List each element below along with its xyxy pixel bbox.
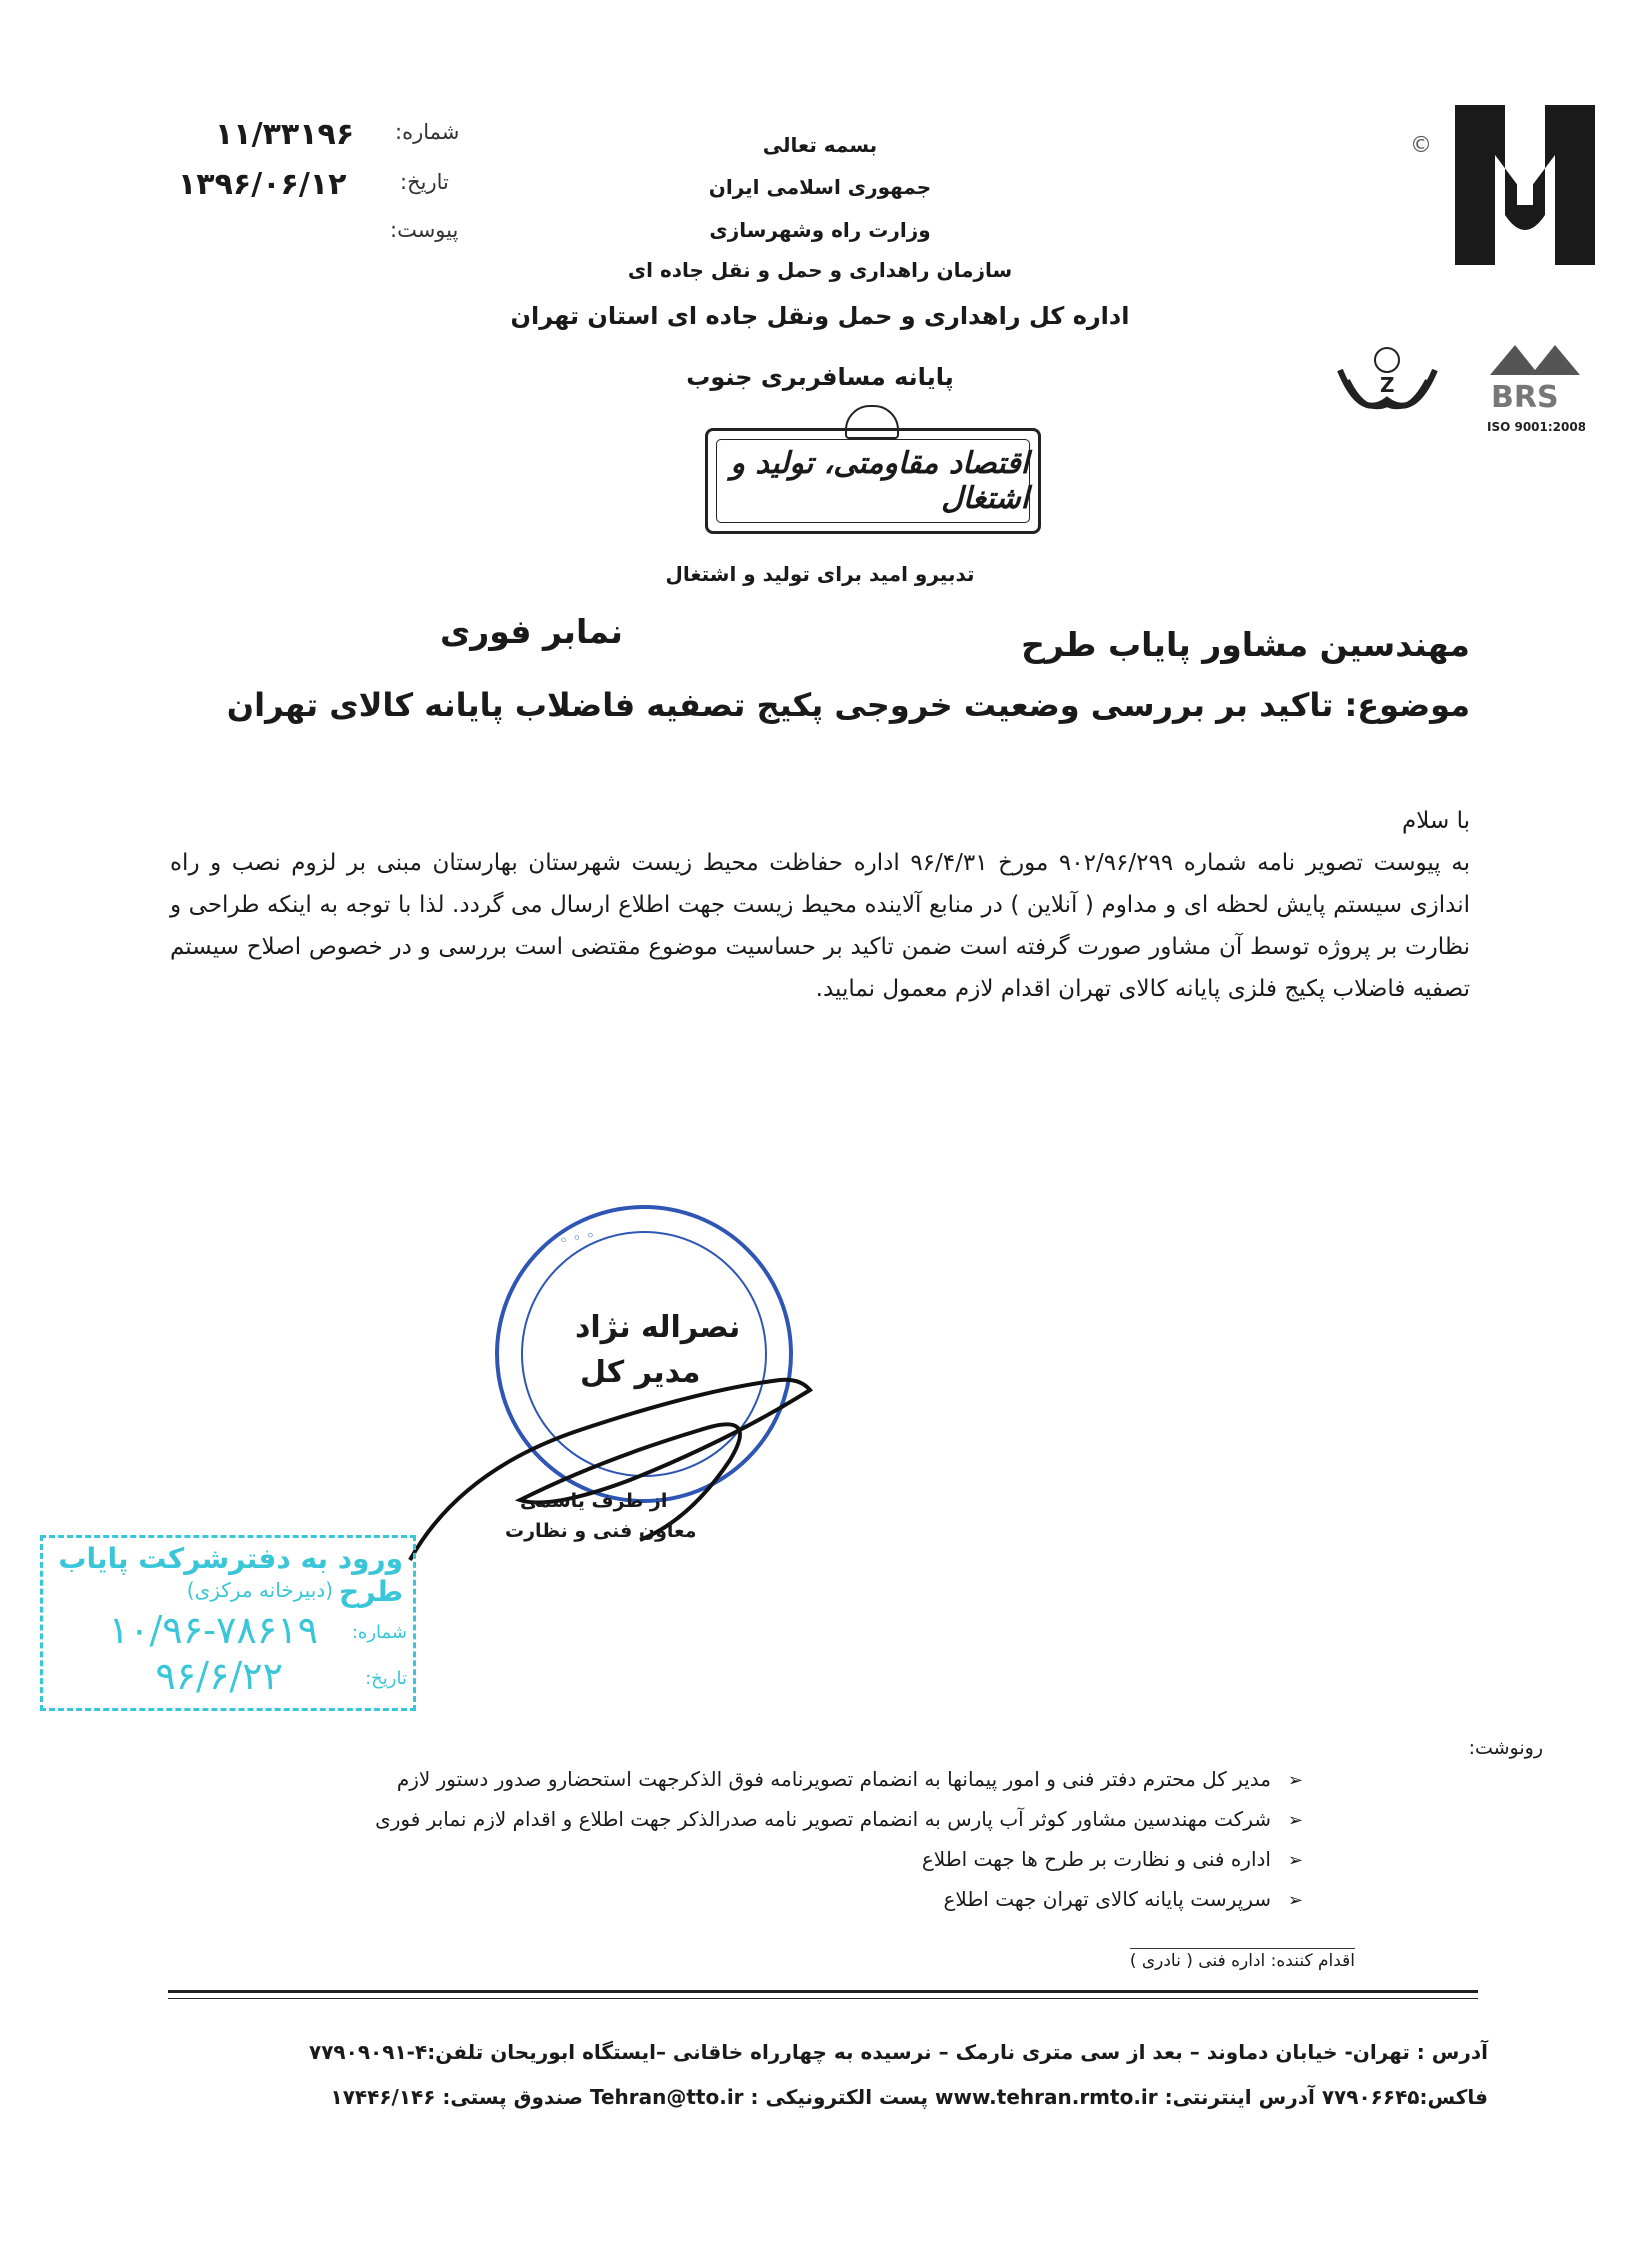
on-behalf-of: از طرف یاسمی — [520, 1490, 668, 1512]
cc-item-text: اداره فنی و نظارت بر طرح ها جهت اطلاع — [921, 1847, 1271, 1871]
cc-item-text: شرکت مهندسین مشاور کوثر آب پارس به انضمام تصویر نامه صدرالذکر جهت اطلاع و اقدام لازم نمابر فوری — [375, 1807, 1271, 1831]
organization-logo — [1445, 95, 1605, 275]
arrow-icon: ➢ — [1287, 1890, 1303, 1911]
footer-rule — [168, 1990, 1478, 1993]
arrow-icon: ➢ — [1287, 1810, 1303, 1831]
brs-iso-logo — [1485, 335, 1585, 435]
greeting: با سلام — [1402, 808, 1470, 834]
letter-body — [170, 800, 1470, 1010]
organization-line: سازمان راهداری و حمل و نقل جاده ای — [627, 258, 1013, 282]
number-value: ۱۱/۳۳۱۹۶ — [215, 117, 355, 152]
deputy-title: معاون فنی و نظارت — [505, 1520, 697, 1542]
svg-text:Z: Z — [1380, 373, 1395, 397]
arrow-icon: ➢ — [1287, 1770, 1303, 1791]
cc-label: رونوشت: — [1468, 1737, 1543, 1759]
footer-rule-thin — [168, 1998, 1478, 1999]
cc-item-text: مدیر کل محترم دفتر فنی و امور پیمانها به انضمام تصویرنامه فوق الذکرجهت استحضارو صدور دستور لازم — [396, 1767, 1271, 1791]
entry-number-value: ۱۰/۹۶-۷۸۶۱۹ — [108, 1608, 318, 1652]
recipient: مهندسین مشاور پایاب طرح — [1021, 625, 1470, 664]
subject-line: موضوع: تاکید بر بررسی وضعیت خروجی پکیج تصفیه فاضلاب پایانه کالای تهران — [226, 686, 1470, 724]
entry-date-label: تاریخ: — [365, 1668, 407, 1689]
cc-item-text: سرپرست پایانه کالای تهران جهت اطلاع — [943, 1887, 1271, 1911]
seal-ring: ◦ ◦ ◦ — [557, 1226, 597, 1250]
number-label: شماره: — [395, 120, 460, 144]
urgency-label: نمابر فوری — [440, 612, 623, 651]
terminal-line: پایانه مسافربری جنوب — [686, 363, 954, 391]
iso-text: ISO 9001:2008 — [1487, 420, 1585, 434]
cc-item — [203, 1840, 1303, 1880]
date-label: تاریخ: — [400, 170, 449, 194]
slogan-banner-text: اقتصاد مقاومتی، تولید و اشتغال — [716, 439, 1030, 523]
signer-name: نصراله نژاد — [575, 1310, 741, 1345]
cc-item — [203, 1880, 1303, 1920]
footer-contacts: فاکس:۷۷۹۰۶۶۴۵ آدرس اینترنتی: www.tehran.rmto.ir پست الکترونیکی : Tehran@tto.ir صندوق پستی: ۱۷۴۴۶/۱۴۶ — [330, 2085, 1488, 2109]
body-paragraph: به پیوست تصویر نامه شماره ۹۰۲/۹۶/۲۹۹ مورخ ۹۶/۴/۳۱ اداره حفاظت محیط زیست شهرستان بهارستان مبنی بر لزوم نصب و راه اندازی سیستم پایش لحظه ای و مداوم ( آنلاین ) در منابع آلاینده محیط زیست جهت اطلاع ارسال می گردد. لذا با توجه به اینکه طراحی و نظارت بر پروژه توسط آن مشاور صورت گرفته است ضمن تاکید بر حساسیت موضوع مقتضی است بررسی و در خصوص اصلاح سیستم تصفیه فاضلاب پکیج فلزی پایانه کالای تهران اقدام لازم معمول نمایید. — [170, 850, 1470, 1002]
action-by: اقدام کننده: اداره فنی ( نادری ) — [1130, 1948, 1355, 1971]
brs-text: BRS — [1491, 380, 1559, 415]
slogan-banner — [705, 428, 1041, 534]
entry-number-label: شماره: — [351, 1622, 407, 1643]
entry-stamp-subtitle: (دبیرخانه مرکزی) — [186, 1578, 333, 1602]
republic-line: جمهوری اسلامی ایران — [708, 175, 932, 199]
entry-stamp-title: ورود به دفترشرکت پایاب طرح — [58, 1542, 403, 1608]
arrow-icon: ➢ — [1287, 1850, 1303, 1871]
corner-mark: © — [1410, 133, 1432, 158]
slogan-line: تدبیرو امید برای تولید و اشتغال — [665, 562, 975, 586]
ministry-line: وزارت راه وشهرسازی — [709, 218, 931, 242]
signer-title: مدیر کل — [580, 1355, 701, 1390]
general-office-line: اداره کل راهداری و حمل ونقل جاده ای استان تهران — [510, 302, 1130, 330]
basmala: بسمه تعالی — [762, 133, 878, 157]
attachment-label: پیوست: — [390, 218, 459, 242]
date-value: ۱۳۹۶/۰۶/۱۲ — [178, 167, 347, 202]
cc-list — [203, 1760, 1303, 1920]
entry-date-value: ۹۶/۶/۲۲ — [155, 1654, 283, 1698]
footer-address: آدرس : تهران- خیابان دماوند – بعد از سی متری نارمک – نرسیده به چهارراه خاقانی –ایستگاه ابوریحان تلفن:۴-۷۷۹۰۹۰۹۱ — [309, 2040, 1488, 2064]
certification-bureau-logo — [1330, 330, 1445, 430]
cc-item — [203, 1760, 1303, 1800]
entry-stamp — [40, 1535, 416, 1711]
cc-item — [203, 1800, 1303, 1840]
